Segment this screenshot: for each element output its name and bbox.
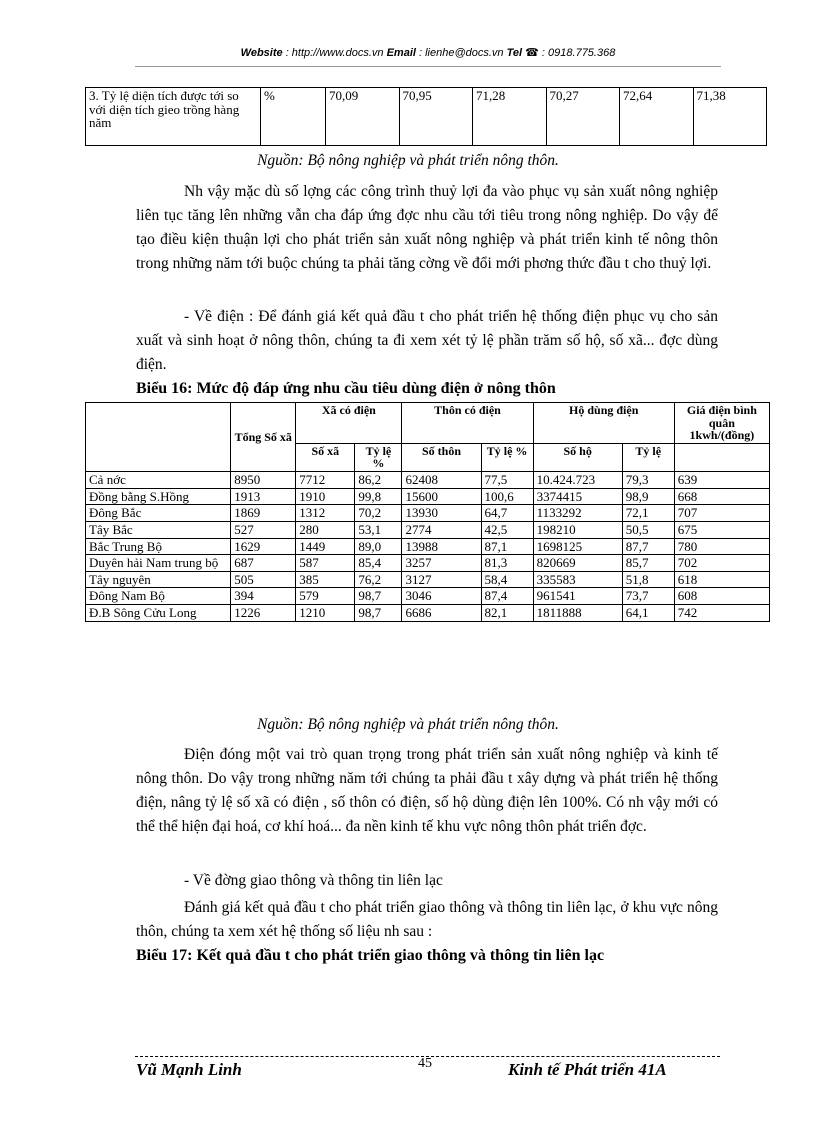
table-cell: 1910 bbox=[296, 488, 355, 505]
table-cell: 3046 bbox=[402, 588, 481, 605]
table-cell: 608 bbox=[674, 588, 769, 605]
header-thon-group: Thôn có điện bbox=[402, 403, 533, 444]
table-heading: Biểu 16: Mức độ đáp ứng nhu cầu tiêu dùng điện ở nông thôn bbox=[136, 380, 556, 397]
table-cell: 668 bbox=[674, 488, 769, 505]
table-cell: 7712 bbox=[296, 471, 355, 488]
table-row bbox=[86, 471, 770, 488]
table-cell: 579 bbox=[296, 588, 355, 605]
email-value[interactable]: : lienhe@docs.vn bbox=[415, 47, 507, 59]
irrigation-table-continuation bbox=[85, 87, 767, 146]
electricity-table bbox=[85, 402, 770, 622]
header-ty-le-thon: Tỷ lệ % bbox=[481, 443, 533, 471]
table-cell: 70,95 bbox=[399, 88, 473, 146]
table-row bbox=[86, 488, 770, 505]
table-cell: 3374415 bbox=[533, 488, 622, 505]
header-ty-le-xa: Tỷ lệ % bbox=[355, 443, 402, 471]
website-label: Website bbox=[240, 47, 283, 59]
table-row bbox=[86, 571, 770, 588]
table-cell: 99,8 bbox=[355, 488, 402, 505]
table-cell: 87,7 bbox=[622, 538, 674, 555]
table-cell: 639 bbox=[674, 471, 769, 488]
row-label: Duyên hải Nam trung bộ bbox=[86, 555, 231, 572]
table-cell: 587 bbox=[296, 555, 355, 572]
table-row bbox=[86, 605, 770, 622]
table-cell: 87,4 bbox=[481, 588, 533, 605]
table-cell: 2774 bbox=[402, 521, 481, 538]
table-cell: 85,7 bbox=[622, 555, 674, 572]
table-cell: 15600 bbox=[402, 488, 481, 505]
header-so-ho: Số hộ bbox=[533, 443, 622, 471]
footer-class: Kinh tế Phát triển 41A bbox=[508, 1060, 667, 1079]
website-value[interactable]: : http://www.docs.vn bbox=[282, 47, 387, 59]
paragraph-text: Nh vậy mặc dù số lợng các công trình thuỷ lợi đa vào phục vụ sản xuất nông nghiệp liên tục tăng lên những vẫn cha đáp ứng đợc nhu cầu tới tiêu trong nông nghiệp. Do vậy để tạo điều kiện thuận lợi cho phát triển sản xuất nông nghiệp và phát triển kinh tế nông thôn trong những năm tới buộc chúng ta phải tăng cờng về đổi mới phơng thức đầu t cho thuỷ lợi. bbox=[136, 183, 718, 272]
table-cell: 98,9 bbox=[622, 488, 674, 505]
table-cell: 618 bbox=[674, 571, 769, 588]
table-cell: 394 bbox=[231, 588, 296, 605]
table-cell: 198210 bbox=[533, 521, 622, 538]
paragraph bbox=[136, 743, 718, 839]
table-cell: 505 bbox=[231, 571, 296, 588]
paragraph bbox=[136, 896, 718, 944]
table-cell: 707 bbox=[674, 505, 769, 522]
table-cell: 687 bbox=[231, 555, 296, 572]
header-divider bbox=[135, 66, 721, 67]
table-cell: 64,1 bbox=[622, 605, 674, 622]
table-cell: 780 bbox=[674, 538, 769, 555]
table-cell: 77,5 bbox=[481, 471, 533, 488]
footer-author: Vũ Mạnh Linh bbox=[136, 1060, 242, 1079]
paragraph bbox=[136, 180, 718, 276]
table-cell: 1210 bbox=[296, 605, 355, 622]
table-cell: 961541 bbox=[533, 588, 622, 605]
tel-value: : 0918.775.368 bbox=[538, 47, 616, 59]
table-cell: 1226 bbox=[231, 605, 296, 622]
table-cell: 100,6 bbox=[481, 488, 533, 505]
row-label: Đ.B Sông Cửu Long bbox=[86, 605, 231, 622]
table-cell: 50,5 bbox=[622, 521, 674, 538]
table-header-row bbox=[86, 403, 770, 444]
table-cell: 64,7 bbox=[481, 505, 533, 522]
table-cell: 42,5 bbox=[481, 521, 533, 538]
table-cell: 385 bbox=[296, 571, 355, 588]
table-cell: 87,1 bbox=[481, 538, 533, 555]
table-cell: 71,38 bbox=[693, 88, 767, 146]
table-cell: 62408 bbox=[402, 471, 481, 488]
table-row bbox=[86, 88, 767, 146]
table-cell: 98,7 bbox=[355, 605, 402, 622]
paragraph-text: - Về đờng giao thông và thông tin liên lạc bbox=[184, 872, 443, 889]
row-label: Đồng bằng S.Hồng bbox=[86, 488, 231, 505]
table-cell: 820669 bbox=[533, 555, 622, 572]
table-cell: 335583 bbox=[533, 571, 622, 588]
table-cell: 742 bbox=[674, 605, 769, 622]
table-heading: Biểu 17: Kết quả đầu t cho phát triển giao thông và thông tin liên lạc bbox=[136, 947, 605, 964]
paragraph-text: Điện đóng một vai trò quan trọng trong phát triển sản xuất nông nghiệp và kinh tế nông thôn. Do vậy trong những năm tới chúng ta phải đầu t xây dựng và phát triển hệ thống điện, nâng tỷ lệ số xã có điện , số thôn có điện, số hộ dùng điện lên 100%. Có nh vậy mới có thể thể hiện đại hoá, cơ khí hoá... đa nền kinh tế khu vực nông thôn phát triển đợc. bbox=[136, 746, 718, 835]
table-cell: 3257 bbox=[402, 555, 481, 572]
table-cell: 10.424.723 bbox=[533, 471, 622, 488]
paragraph bbox=[136, 869, 718, 893]
table-row bbox=[86, 588, 770, 605]
table-cell: 86,2 bbox=[355, 471, 402, 488]
paragraph-text: Đánh giá kết quả đầu t cho phát triển giao thông và thông tin liên lạc, ở khu vực nông thôn, chúng ta xem xét hệ thống số liệu nh sau : bbox=[136, 899, 718, 940]
table-cell: 70,09 bbox=[326, 88, 400, 146]
table-cell: 1133292 bbox=[533, 505, 622, 522]
table-cell: 51,8 bbox=[622, 571, 674, 588]
header-total: Tổng Số xã bbox=[231, 403, 296, 472]
table-row bbox=[86, 521, 770, 538]
row-label: Tây Bắc bbox=[86, 521, 231, 538]
table-row bbox=[86, 538, 770, 555]
paragraph-text: - Về điện : Để đánh giá kết quả đầu t cho phát triển hệ thống điện phục vụ cho sản xuất và sinh hoạt ở nông thôn, chúng ta đi xem xét tỷ lệ phần trăm số hộ, số xã... đợc dùng điện. bbox=[136, 308, 718, 373]
table-cell: 98,7 bbox=[355, 588, 402, 605]
table-cell-unit: % bbox=[261, 88, 326, 146]
source-note: Nguồn: Bộ nông nghiệp và phát triển nông thôn. bbox=[257, 716, 559, 733]
table-cell: 70,27 bbox=[546, 88, 620, 146]
table-cell: 675 bbox=[674, 521, 769, 538]
table-cell-label: 3. Tỷ lệ diện tích được tới so với diện tích gieo trồng hàng năm bbox=[86, 88, 261, 146]
source-note: Nguồn: Bộ nông nghiệp và phát triển nông thôn. bbox=[257, 152, 559, 169]
phone-icon: ☎ bbox=[525, 47, 539, 59]
row-label: Tây nguyên bbox=[86, 571, 231, 588]
table-cell: 89,0 bbox=[355, 538, 402, 555]
row-label: Đông Nam Bộ bbox=[86, 588, 231, 605]
table-cell: 82,1 bbox=[481, 605, 533, 622]
table-cell: 70,2 bbox=[355, 505, 402, 522]
table-cell: 1629 bbox=[231, 538, 296, 555]
header-ty-le-ho: Tỷ lệ bbox=[622, 443, 674, 471]
page-number: 45 bbox=[418, 1056, 432, 1071]
header-ho-group: Hộ dùng điện bbox=[533, 403, 674, 444]
table-cell: 72,64 bbox=[620, 88, 694, 146]
email-label: Email bbox=[386, 47, 416, 59]
table-cell: 1449 bbox=[296, 538, 355, 555]
header-xa-group: Xã có điện bbox=[296, 403, 402, 444]
table-cell: 280 bbox=[296, 521, 355, 538]
table-cell: 527 bbox=[231, 521, 296, 538]
row-label: Đông Bắc bbox=[86, 505, 231, 522]
header-so-thon: Số thôn bbox=[402, 443, 481, 471]
table-cell: 702 bbox=[674, 555, 769, 572]
header-price: Giá điện bình quân 1kwh/(đồng) bbox=[674, 403, 769, 444]
table-cell: 58,4 bbox=[481, 571, 533, 588]
table-cell: 1312 bbox=[296, 505, 355, 522]
tel-label: Tel bbox=[506, 47, 523, 59]
row-label: Cả nớc bbox=[86, 471, 231, 488]
paragraph bbox=[136, 305, 718, 377]
table-cell: 1811888 bbox=[533, 605, 622, 622]
table-cell: 79,3 bbox=[622, 471, 674, 488]
header-so-xa: Số xã bbox=[296, 443, 355, 471]
table-cell: 81,3 bbox=[481, 555, 533, 572]
table-row bbox=[86, 505, 770, 522]
table-cell: 53,1 bbox=[355, 521, 402, 538]
table-cell: 1698125 bbox=[533, 538, 622, 555]
table-cell: 72,1 bbox=[622, 505, 674, 522]
table-row bbox=[86, 555, 770, 572]
table-cell: 8950 bbox=[231, 471, 296, 488]
table-cell: 1913 bbox=[231, 488, 296, 505]
table-cell: 73,7 bbox=[622, 588, 674, 605]
table-cell: 71,28 bbox=[473, 88, 547, 146]
table-cell: 6686 bbox=[402, 605, 481, 622]
table-cell: 85,4 bbox=[355, 555, 402, 572]
row-label: Bắc Trung Bộ bbox=[86, 538, 231, 555]
page-header bbox=[135, 46, 721, 59]
table-cell: 13988 bbox=[402, 538, 481, 555]
table-cell: 3127 bbox=[402, 571, 481, 588]
table-cell: 1869 bbox=[231, 505, 296, 522]
table-cell: 13930 bbox=[402, 505, 481, 522]
table-cell: 76,2 bbox=[355, 571, 402, 588]
